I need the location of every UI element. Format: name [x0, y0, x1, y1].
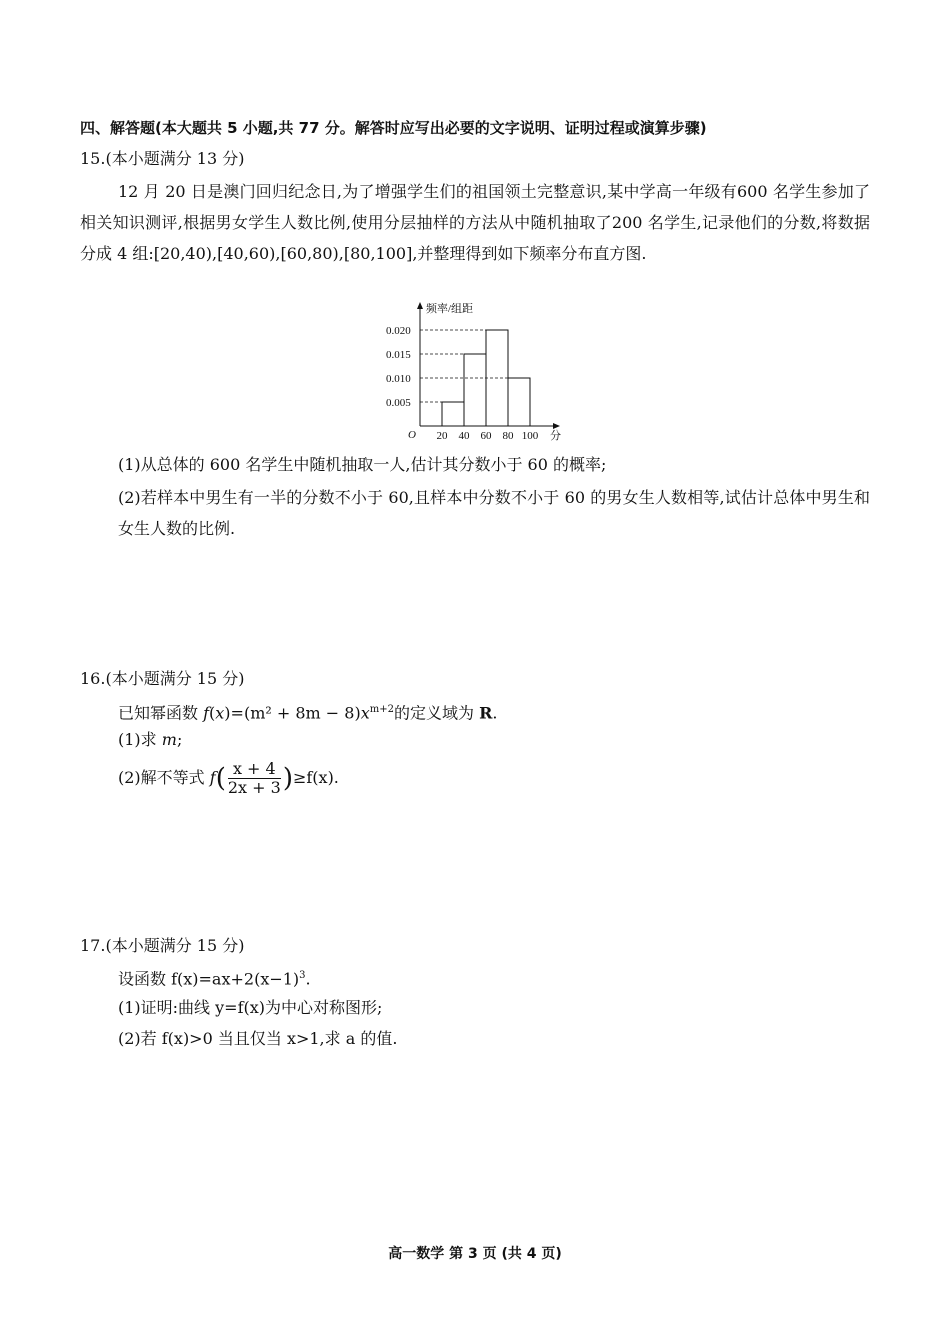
- frequency-histogram: [384, 300, 564, 448]
- histogram-bar: [464, 354, 486, 426]
- q16-part2-text: (2)解不等式: [118, 768, 210, 787]
- origin-label: O: [408, 429, 416, 441]
- y-tick-label: 0.015: [386, 349, 411, 361]
- q15-body: 12 月 20 日是澳门回归纪念日,为了增强学生们的祖国领土完整意识,某中学高一年级有600 名学生参加了相关知识测评,根据男女学生人数比例,使用分层抽样的方法从中随机抽取了200 名学生,记录他们的分数,将数据分成 4 组:[20,40),[40,60),[60,80),[80,100],并整理得到如下频率分布直方图.: [80, 182, 870, 263]
- x-tick-label: 20: [436, 430, 448, 442]
- q17-stem-end: .: [305, 969, 311, 989]
- q16-part1-m: m: [161, 730, 177, 749]
- q16-part1: [118, 728, 182, 752]
- y-axis-arrow: [417, 302, 423, 309]
- q16-stem-b: (m² + 8m − 8): [243, 703, 361, 723]
- q16-fraction: [228, 760, 281, 797]
- section-heading: 四、解答题(本大题共 5 小题,共 77 分。解答时应写出必要的文字说明、证明过程或演算步骤): [80, 119, 707, 137]
- x-axis-arrow: [553, 423, 560, 429]
- q17-part2: (2)若 f(x)>0 当且仅当 x>1,求 a 的值.: [118, 1029, 398, 1048]
- q16-stem-c: 的定义域为: [393, 703, 480, 723]
- q16-stem-R: R: [479, 703, 493, 723]
- x-tick-label: 40: [458, 430, 470, 442]
- q15-part2: (2)若样本中男生有一半的分数不小于 60,且样本中分数不小于 60 的男女生人数相等,试估计总体中男生和女生人数的比例.: [118, 488, 870, 538]
- q16-stem-exp: m+2: [369, 704, 394, 715]
- q16-header: 16.(本小题满分 15 分): [80, 669, 245, 688]
- histogram-bar: [442, 402, 464, 426]
- page-footer: 高一数学 第 3 页 (共 4 页): [388, 1246, 562, 1262]
- q16-stem-a: 已知幂函数: [118, 703, 204, 723]
- q17-header: 17.(本小题满分 15 分): [80, 936, 245, 955]
- q17-stem-text: 设函数 f(x)=ax+2(x−1): [118, 969, 300, 989]
- q15-part1: (1)从总体的 600 名学生中随机抽取一人,估计其分数小于 60 的概率;: [118, 455, 607, 474]
- x-tick-label: 60: [480, 430, 492, 442]
- q17-stem-exp: 3: [299, 970, 306, 981]
- y-tick-label: 0.010: [386, 373, 411, 385]
- y-axis-label: 频率/组距: [426, 303, 474, 315]
- q16-frac-den: 2x + 3: [227, 778, 281, 797]
- q16-part2: (2)解不等式 f( $\frac{x + 4}{2x + 3}$ )≥f(x).: [118, 759, 339, 797]
- x-tick-label: 80: [502, 430, 514, 442]
- q17-stem: [118, 964, 311, 991]
- q16-part1-end: ;: [176, 730, 183, 749]
- q16-stem-end: .: [492, 703, 498, 723]
- q16-part1-text: (1)求: [118, 730, 162, 749]
- x-axis-label: 分: [550, 430, 561, 442]
- q15-header: 15.(本小题满分 13 分): [80, 149, 245, 168]
- histogram-bar: [508, 378, 530, 426]
- x-tick-label: 100: [521, 430, 539, 442]
- q16-stem: 已知幂函数 $f(x)=(m^2 + 8m - 8)x^{m+2}$的定义域为 R.: [118, 703, 498, 723]
- y-tick-label: 0.020: [386, 325, 411, 337]
- q16-frac-num: x + 4: [228, 760, 281, 779]
- q16-part2-tail: ≥f(x).: [292, 768, 339, 787]
- q17-part1: (1)证明:曲线 y=f(x)为中心对称图形;: [118, 998, 383, 1017]
- y-tick-label: 0.005: [386, 397, 411, 409]
